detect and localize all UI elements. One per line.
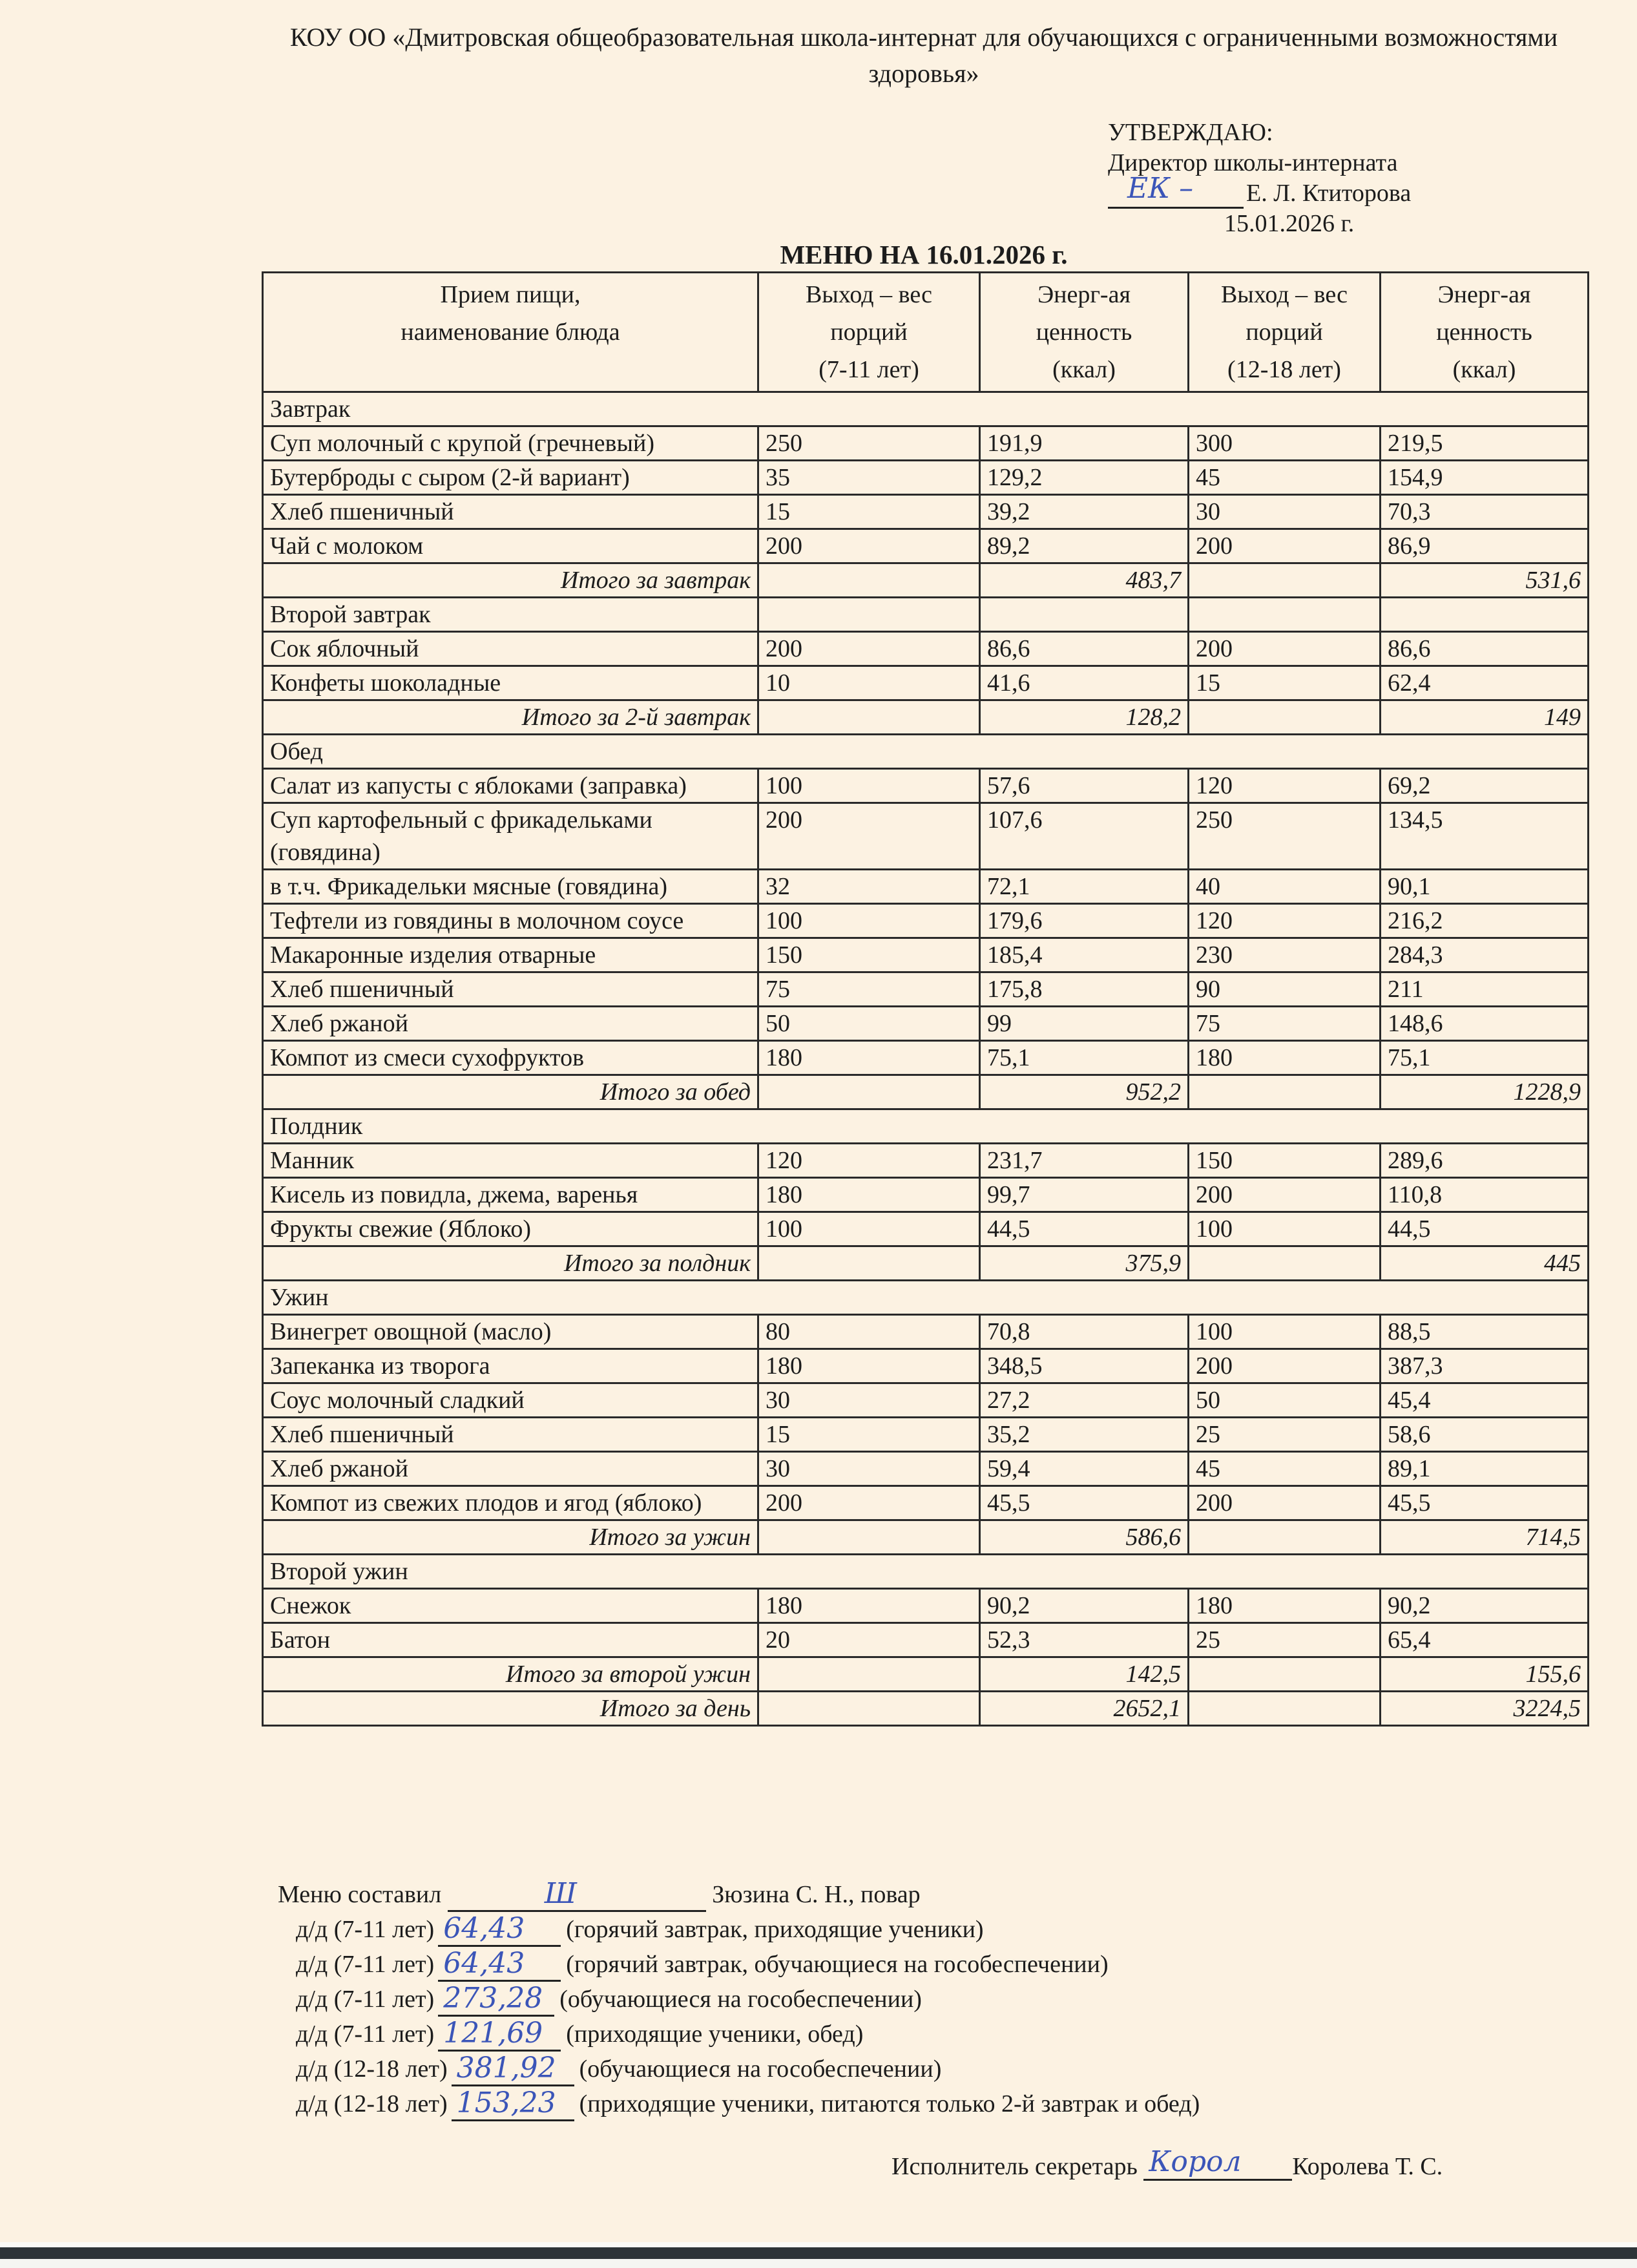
energy-7-11: 35,2 <box>980 1418 1189 1452</box>
daily-cost-value: 64,43 <box>443 1912 525 1945</box>
total-label: Итого за обед <box>263 1075 758 1109</box>
weight-7-11: 250 <box>758 426 980 461</box>
footer-block <box>278 1877 1200 2121</box>
weight-12-18: 45 <box>1189 1452 1381 1486</box>
energy-7-11: 185,4 <box>980 938 1189 972</box>
energy-7-11: 348,5 <box>980 1349 1189 1383</box>
weight-7-11: 200 <box>758 1486 980 1520</box>
weight-7-11: 15 <box>758 1418 980 1452</box>
energy-7-11: 70,8 <box>980 1315 1189 1349</box>
weight-12-18: 100 <box>1189 1315 1381 1349</box>
age-group-label: д/д (7-11 лет) <box>296 2021 435 2048</box>
section-title: Завтрак <box>263 392 1589 426</box>
energy-12-18: 134,5 <box>1381 803 1589 870</box>
executor-signature-blank <box>1143 2145 1292 2181</box>
section-title: Второй завтрак <box>263 598 758 632</box>
dish-row <box>263 1041 1589 1075</box>
weight-12-18: 150 <box>1189 1144 1381 1178</box>
total-label: Итого за полдник <box>263 1246 758 1281</box>
weight-7-11: 75 <box>758 972 980 1007</box>
dish-row <box>263 1144 1589 1178</box>
dish-name: Сок яблочный <box>263 632 758 666</box>
dish-name: Хлеб пшеничный <box>263 1418 758 1452</box>
dish-row <box>263 426 1589 461</box>
table-header-row <box>263 273 1589 392</box>
section-title: Полдник <box>263 1109 1589 1144</box>
energy-7-11: 191,9 <box>980 426 1189 461</box>
dish-row <box>263 803 1589 870</box>
weight-7-11: 10 <box>758 666 980 700</box>
empty-cell <box>1189 598 1381 632</box>
dish-row <box>263 461 1589 495</box>
weight-7-11: 180 <box>758 1178 980 1212</box>
dish-name: Батон <box>263 1623 758 1657</box>
section-header-row <box>263 1281 1589 1315</box>
energy-12-18: 44,5 <box>1381 1212 1589 1246</box>
age-group-label: д/д (12-18 лет) <box>296 2055 448 2083</box>
energy-7-11: 41,6 <box>980 666 1189 700</box>
cost-note: (обучающиеся на гособеспечении) <box>559 1986 922 2013</box>
dish-row <box>263 1452 1589 1486</box>
total-energy-12-18: 155,6 <box>1381 1657 1589 1692</box>
scanner-edge <box>0 2247 1637 2259</box>
weight-7-11: 50 <box>758 1007 980 1041</box>
section-header-row <box>263 735 1589 769</box>
dish-row <box>263 1315 1589 1349</box>
energy-12-18: 45,4 <box>1381 1383 1589 1418</box>
energy-12-18: 90,1 <box>1381 870 1589 904</box>
total-energy-7-11: 952,2 <box>980 1075 1189 1109</box>
energy-7-11: 59,4 <box>980 1452 1189 1486</box>
dish-row <box>263 1383 1589 1418</box>
daily-cost-line <box>278 2017 1200 2052</box>
energy-7-11: 99,7 <box>980 1178 1189 1212</box>
cost-note: (приходящие ученики, обед) <box>566 2021 864 2048</box>
menu-title: МЕНЮ НА 16.01.2026 г. <box>780 240 1068 269</box>
energy-7-11: 57,6 <box>980 769 1189 803</box>
column-header-energy-12-18 <box>1381 273 1589 392</box>
column-header-weight-7-11 <box>758 273 980 392</box>
weight-7-11: 120 <box>758 1144 980 1178</box>
dish-row <box>263 495 1589 529</box>
dish-row <box>263 972 1589 1007</box>
total-empty-cell <box>758 1075 980 1109</box>
energy-12-18: 284,3 <box>1381 938 1589 972</box>
cost-blank <box>452 2086 574 2121</box>
weight-7-11: 80 <box>758 1315 980 1349</box>
total-energy-12-18: 3224,5 <box>1381 1692 1589 1726</box>
dish-row <box>263 1178 1589 1212</box>
age-group-label: д/д (7-11 лет) <box>296 1951 435 1978</box>
director-name: Е. Л. Ктиторова <box>1246 180 1412 207</box>
energy-7-11: 129,2 <box>980 461 1189 495</box>
dish-row <box>263 1418 1589 1452</box>
weight-7-11: 200 <box>758 632 980 666</box>
daily-cost-value: 64,43 <box>443 1947 525 1980</box>
composed-label: Меню составил <box>278 1881 442 1908</box>
energy-12-18: 45,5 <box>1381 1486 1589 1520</box>
weight-12-18: 40 <box>1189 870 1381 904</box>
dish-name: Снежок <box>263 1589 758 1623</box>
section-total-row <box>263 1075 1589 1109</box>
energy-7-11: 86,6 <box>980 632 1189 666</box>
energy-12-18: 211 <box>1381 972 1589 1007</box>
column-header-dish <box>263 273 758 392</box>
dish-name: Компот из свежих плодов и ягод (яблоко) <box>263 1486 758 1520</box>
dish-row <box>263 529 1589 563</box>
weight-12-18: 180 <box>1189 1041 1381 1075</box>
column-header-energy-7-11 <box>980 273 1189 392</box>
dish-name: Макаронные изделия отварные <box>263 938 758 972</box>
total-empty-cell <box>758 1692 980 1726</box>
column-header-text: Энерг-ая ценность (ккал) <box>1436 281 1532 383</box>
total-empty-cell <box>758 1246 980 1281</box>
weight-7-11: 180 <box>758 1589 980 1623</box>
dish-name: Компот из смеси сухофруктов <box>263 1041 758 1075</box>
energy-12-18: 75,1 <box>1381 1041 1589 1075</box>
total-empty-cell <box>758 1657 980 1692</box>
energy-12-18: 70,3 <box>1381 495 1589 529</box>
energy-7-11: 179,6 <box>980 904 1189 938</box>
section-header-row <box>263 598 1589 632</box>
weight-7-11: 20 <box>758 1623 980 1657</box>
daily-cost-value: 381,92 <box>456 2052 556 2084</box>
dish-name: Фрукты свежие (Яблоко) <box>263 1212 758 1246</box>
menu-table <box>262 271 1589 1727</box>
weight-12-18: 25 <box>1189 1623 1381 1657</box>
dish-name: Кисель из повидла, джема, варенья <box>263 1178 758 1212</box>
daily-cost-line <box>278 1912 1200 1947</box>
energy-12-18: 86,9 <box>1381 529 1589 563</box>
scan-margin-bottom <box>0 2259 1637 2268</box>
total-label: Итого за второй ужин <box>263 1657 758 1692</box>
weight-7-11: 100 <box>758 769 980 803</box>
weight-7-11: 100 <box>758 1212 980 1246</box>
weight-7-11: 200 <box>758 529 980 563</box>
total-label: Итого за завтрак <box>263 563 758 598</box>
total-energy-12-18: 445 <box>1381 1246 1589 1281</box>
weight-7-11: 30 <box>758 1452 980 1486</box>
energy-12-18: 148,6 <box>1381 1007 1589 1041</box>
weight-12-18: 45 <box>1189 461 1381 495</box>
total-energy-7-11: 142,5 <box>980 1657 1189 1692</box>
weight-12-18: 250 <box>1189 803 1381 870</box>
section-total-row <box>263 563 1589 598</box>
weight-12-18: 120 <box>1189 769 1381 803</box>
dish-name: Тефтели из говядины в молочном соусе <box>263 904 758 938</box>
column-header-text: Выход – вес порций (7-11 лет) <box>805 281 933 383</box>
organization-title: КОУ ОО «Дмитровская общеобразовательная школа-интернат для обучающихся с ограниченными возможностями здоровья» <box>289 23 1558 88</box>
executor-label: Исполнитель секретарь <box>891 2153 1138 2180</box>
weight-12-18: 200 <box>1189 1178 1381 1212</box>
approval-position: Директор школы-интерната <box>1108 149 1398 176</box>
section-header-row <box>263 1109 1589 1144</box>
dish-row <box>263 1486 1589 1520</box>
weight-12-18: 180 <box>1189 1589 1381 1623</box>
total-energy-7-11: 483,7 <box>980 563 1189 598</box>
dish-name: Конфеты шоколадные <box>263 666 758 700</box>
total-energy-12-18: 531,6 <box>1381 563 1589 598</box>
executor-line <box>891 2145 1443 2181</box>
dish-name: Суп молочный с крупой (гречневый) <box>263 426 758 461</box>
age-group-label: д/д (12-18 лет) <box>296 2090 448 2117</box>
cost-note: (горячий завтрак, обучающиеся на гособеспечении) <box>566 1951 1109 1978</box>
weight-12-18: 200 <box>1189 529 1381 563</box>
energy-12-18: 62,4 <box>1381 666 1589 700</box>
dish-row <box>263 666 1589 700</box>
energy-7-11: 52,3 <box>980 1623 1189 1657</box>
energy-7-11: 89,2 <box>980 529 1189 563</box>
energy-7-11: 90,2 <box>980 1589 1189 1623</box>
approval-block <box>1108 118 1411 239</box>
weight-7-11: 35 <box>758 461 980 495</box>
dish-name: Бутерброды с сыром (2-й вариант) <box>263 461 758 495</box>
approval-date: 15.01.2026 г. <box>1224 210 1355 237</box>
energy-7-11: 107,6 <box>980 803 1189 870</box>
scan-margin <box>0 2242 1637 2247</box>
section-total-row <box>263 1246 1589 1281</box>
total-empty-cell <box>758 1520 980 1555</box>
column-header-text: Энерг-ая ценность (ккал) <box>1036 281 1132 383</box>
energy-7-11: 27,2 <box>980 1383 1189 1418</box>
weight-12-18: 30 <box>1189 495 1381 529</box>
dish-name: Хлеб пшеничный <box>263 495 758 529</box>
dish-name: Хлеб пшеничный <box>263 972 758 1007</box>
energy-12-18: 219,5 <box>1381 426 1589 461</box>
empty-cell <box>758 598 980 632</box>
column-header-text: Прием пищи, наименование блюда <box>401 281 620 346</box>
weight-12-18: 300 <box>1189 426 1381 461</box>
cost-note: (горячий завтрак, приходящие ученики) <box>566 1916 984 1943</box>
cost-blank <box>438 1982 554 2017</box>
approval-label: УТВЕРЖДАЮ: <box>1108 119 1273 146</box>
total-empty-cell <box>1189 1692 1381 1726</box>
daily-cost-value: 153,23 <box>456 2086 556 2119</box>
composer-signature: Ш <box>544 1877 577 1910</box>
energy-12-18: 289,6 <box>1381 1144 1589 1178</box>
section-total-row <box>263 1520 1589 1555</box>
dish-row <box>263 1589 1589 1623</box>
dish-row <box>263 1623 1589 1657</box>
energy-7-11: 99 <box>980 1007 1189 1041</box>
energy-12-18: 88,5 <box>1381 1315 1589 1349</box>
total-empty-cell <box>1189 700 1381 735</box>
cost-blank <box>438 1912 561 1947</box>
weight-7-11: 15 <box>758 495 980 529</box>
executor-signature: Корол <box>1149 2145 1242 2178</box>
total-label: Итого за ужин <box>263 1520 758 1555</box>
age-group-label: д/д (7-11 лет) <box>296 1916 435 1943</box>
energy-12-18: 86,6 <box>1381 632 1589 666</box>
daily-cost-value: 273,28 <box>443 1982 543 2015</box>
dish-row <box>263 1007 1589 1041</box>
weight-12-18: 100 <box>1189 1212 1381 1246</box>
weight-12-18: 25 <box>1189 1418 1381 1452</box>
cost-blank <box>438 2017 561 2052</box>
daily-cost-value: 121,69 <box>443 2017 543 2050</box>
total-label: Итого за 2-й завтрак <box>263 700 758 735</box>
signature-blank <box>1108 172 1244 209</box>
total-empty-cell <box>758 563 980 598</box>
total-energy-7-11: 128,2 <box>980 700 1189 735</box>
total-empty-cell <box>758 700 980 735</box>
energy-7-11: 175,8 <box>980 972 1189 1007</box>
dish-row <box>263 1212 1589 1246</box>
weight-12-18: 200 <box>1189 1486 1381 1520</box>
energy-7-11: 44,5 <box>980 1212 1189 1246</box>
total-energy-12-18: 149 <box>1381 700 1589 735</box>
energy-12-18: 110,8 <box>1381 1178 1589 1212</box>
weight-12-18: 90 <box>1189 972 1381 1007</box>
dish-name: Хлеб ржаной <box>263 1007 758 1041</box>
weight-12-18: 75 <box>1189 1007 1381 1041</box>
energy-7-11: 75,1 <box>980 1041 1189 1075</box>
daily-cost-line <box>278 2086 1200 2121</box>
dish-name: Винегрет овощной (масло) <box>263 1315 758 1349</box>
column-header-weight-12-18 <box>1189 273 1381 392</box>
dish-name: Чай с молоком <box>263 529 758 563</box>
energy-7-11: 72,1 <box>980 870 1189 904</box>
cost-blank <box>452 2052 574 2086</box>
total-empty-cell <box>1189 1246 1381 1281</box>
total-empty-cell <box>1189 1657 1381 1692</box>
energy-12-18: 90,2 <box>1381 1589 1589 1623</box>
total-energy-7-11: 375,9 <box>980 1246 1189 1281</box>
section-title: Обед <box>263 735 1589 769</box>
dish-row <box>263 904 1589 938</box>
dish-name: Запеканка из творога <box>263 1349 758 1383</box>
cost-blank <box>438 1947 561 1982</box>
composed-by-line <box>278 1877 1200 1912</box>
menu-table-body <box>263 392 1589 1726</box>
dish-name: в т.ч. Фрикадельки мясные (говядина) <box>263 870 758 904</box>
cost-note: (приходящие ученики, питаются только 2-й завтрак и обед) <box>579 2090 1200 2117</box>
composed-signature-blank <box>448 1877 706 1912</box>
total-empty-cell <box>1189 1075 1381 1109</box>
column-header-text: Выход – вес порций (12-18 лет) <box>1220 281 1348 383</box>
daily-cost-line <box>278 2052 1200 2086</box>
energy-7-11: 39,2 <box>980 495 1189 529</box>
director-signature: ЕК – <box>1127 172 1194 205</box>
total-empty-cell <box>1189 1520 1381 1555</box>
section-header-row <box>263 1555 1589 1589</box>
weight-7-11: 200 <box>758 803 980 870</box>
weight-12-18: 200 <box>1189 1349 1381 1383</box>
executor-name: Королева Т. С. <box>1292 2153 1443 2180</box>
weight-7-11: 180 <box>758 1349 980 1383</box>
weight-12-18: 15 <box>1189 666 1381 700</box>
dish-row <box>263 1349 1589 1383</box>
daily-cost-line <box>278 1982 1200 2017</box>
approval-signature-line <box>1108 172 1412 209</box>
energy-12-18: 89,1 <box>1381 1452 1589 1486</box>
dish-row <box>263 938 1589 972</box>
dish-row <box>263 632 1589 666</box>
energy-12-18: 387,3 <box>1381 1349 1589 1383</box>
weight-7-11: 32 <box>758 870 980 904</box>
section-title: Второй ужин <box>263 1555 1589 1589</box>
energy-12-18: 65,4 <box>1381 1623 1589 1657</box>
weight-12-18: 200 <box>1189 632 1381 666</box>
total-energy-7-11: 2652,1 <box>980 1692 1189 1726</box>
energy-12-18: 58,6 <box>1381 1418 1589 1452</box>
age-group-label: д/д (7-11 лет) <box>296 1986 435 2013</box>
daily-cost-line <box>278 1947 1200 1982</box>
energy-12-18: 69,2 <box>1381 769 1589 803</box>
weight-7-11: 150 <box>758 938 980 972</box>
weight-7-11: 180 <box>758 1041 980 1075</box>
total-energy-7-11: 586,6 <box>980 1520 1189 1555</box>
energy-7-11: 45,5 <box>980 1486 1189 1520</box>
dish-name: Соус молочный сладкий <box>263 1383 758 1418</box>
empty-cell <box>1381 598 1589 632</box>
total-energy-12-18: 714,5 <box>1381 1520 1589 1555</box>
section-title: Ужин <box>263 1281 1589 1315</box>
daily-cost-list <box>278 1912 1200 2121</box>
dish-name: Салат из капусты с яблоками (заправка) <box>263 769 758 803</box>
weight-7-11: 30 <box>758 1383 980 1418</box>
section-total-row <box>263 1657 1589 1692</box>
dish-row <box>263 870 1589 904</box>
dish-name: Суп картофельный с фрикадельками (говядина) <box>263 803 758 870</box>
total-energy-12-18: 1228,9 <box>1381 1075 1589 1109</box>
dish-name: Манник <box>263 1144 758 1178</box>
weight-12-18: 50 <box>1189 1383 1381 1418</box>
energy-12-18: 216,2 <box>1381 904 1589 938</box>
day-total-row <box>263 1692 1589 1726</box>
section-total-row <box>263 700 1589 735</box>
empty-cell <box>980 598 1189 632</box>
energy-7-11: 231,7 <box>980 1144 1189 1178</box>
dish-name: Хлеб ржаной <box>263 1452 758 1486</box>
section-header-row <box>263 392 1589 426</box>
total-empty-cell <box>1189 563 1381 598</box>
cost-note: (обучающиеся на гособеспечении) <box>579 2055 942 2083</box>
energy-12-18: 154,9 <box>1381 461 1589 495</box>
dish-row <box>263 769 1589 803</box>
weight-12-18: 120 <box>1189 904 1381 938</box>
weight-7-11: 100 <box>758 904 980 938</box>
total-label: Итого за день <box>263 1692 758 1726</box>
composer-name: Зюзина С. Н., повар <box>712 1881 921 1908</box>
weight-12-18: 230 <box>1189 938 1381 972</box>
